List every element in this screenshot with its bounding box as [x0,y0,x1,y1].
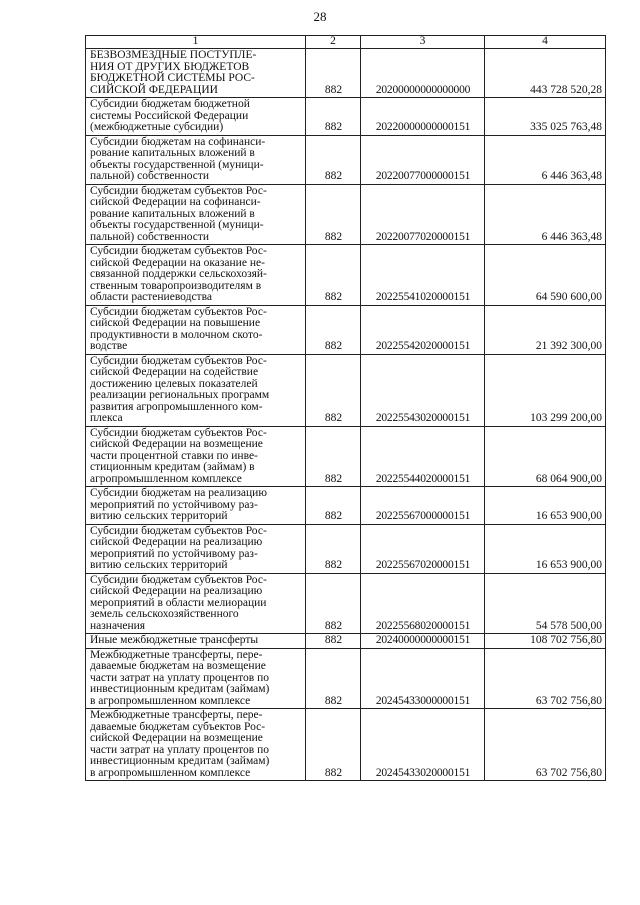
row-amount-cell: 68 064 900,00 [485,426,606,487]
table-row [86,49,606,98]
row-name-cell: Субсидии бюджетам субъектов Рос- сийской Федерации на реализацию мероприятий в области мелиорации земель сельскохозяйственного назначения [86,573,306,634]
row-amount-cell: 335 025 763,48 [485,98,606,136]
row-amount-cell: 63 702 756,80 [485,709,606,781]
row-name-cell: Субсидии бюджетам субъектов Рос- сийской Федерации на оказание не- связанной поддержки сельскохозяй- ственным товаропроизводителям в области растениеводства [86,245,306,306]
row-name-cell: БЕЗВОЗМЕЗДНЫЕ ПОСТУПЛЕ- НИЯ ОТ ДРУГИХ БЮДЖЕТОВ БЮДЖЕТНОЙ СИСТЕМЫ РОС- СИЙСКОЙ ФЕДЕРАЦИИ [86,49,306,98]
header-col-3: 3 [361,36,485,49]
row-admin-code-cell: 882 [306,648,361,709]
row-budget-code-cell: 20225568020000151 [361,573,485,634]
row-budget-code-cell: 20225542020000151 [361,305,485,354]
row-name-cell: Субсидии бюджетам субъектов Рос- сийской Федерации на повышение продуктивности в молочном ското- водстве [86,305,306,354]
row-name-cell: Межбюджетные трансферты, пере- даваемые бюджетам на возмещение части затрат на уплату процентов по инвестиционным кредитам (займам) в агропромышленном комплексе [86,648,306,709]
row-admin-code-cell: 882 [306,135,361,184]
row-admin-code-cell: 882 [306,49,361,98]
row-name-cell: Межбюджетные трансферты, пере- даваемые бюджетам субъектов Рос- сийской Федерации на возмещение части затрат на уплату процентов по инвестиционным кредитам (займам) в агропромышленном комплексе [86,709,306,781]
row-admin-code-cell: 882 [306,98,361,136]
header-col-4: 4 [485,36,606,49]
row-admin-code-cell: 882 [306,573,361,634]
row-admin-code-cell: 882 [306,184,361,245]
row-name-cell: Субсидии бюджетам субъектов Рос- сийской Федерации на реализацию мероприятий по устойчивому раз- витию сельских территорий [86,524,306,573]
row-admin-code-cell: 882 [306,487,361,525]
row-amount-cell: 16 653 900,00 [485,487,606,525]
revenue-table [85,35,606,781]
table-row [86,634,606,649]
row-name-cell: Субсидии бюджетам субъектов Рос- сийской Федерации на возмещение части процентной ставки по инве- стиционным кредитам (займам) в агропромышленном комплексе [86,426,306,487]
table-row [86,709,606,781]
row-budget-code-cell: 20225544020000151 [361,426,485,487]
row-budget-code-cell: 20225541020000151 [361,245,485,306]
row-budget-code-cell: 20225567020000151 [361,524,485,573]
table-row [86,98,606,136]
row-admin-code-cell: 882 [306,634,361,649]
table-row [86,487,606,525]
row-admin-code-cell: 882 [306,524,361,573]
row-amount-cell: 108 702 756,80 [485,634,606,649]
row-budget-code-cell: 20245433020000151 [361,709,485,781]
row-amount-cell: 6 446 363,48 [485,135,606,184]
row-budget-code-cell: 20245433000000151 [361,648,485,709]
table-row [86,524,606,573]
row-amount-cell: 21 392 300,00 [485,305,606,354]
table-row [86,573,606,634]
row-admin-code-cell: 882 [306,426,361,487]
row-admin-code-cell: 882 [306,245,361,306]
row-admin-code-cell: 882 [306,305,361,354]
row-budget-code-cell: 20220077020000151 [361,184,485,245]
row-amount-cell: 103 299 200,00 [485,354,606,426]
table-row [86,354,606,426]
row-budget-code-cell: 20225567000000151 [361,487,485,525]
row-amount-cell: 6 446 363,48 [485,184,606,245]
table-header-row [86,36,606,49]
row-name-cell: Иные межбюджетные трансферты [86,634,306,649]
row-budget-code-cell: 20220000000000151 [361,98,485,136]
table-row [86,305,606,354]
table-row [86,648,606,709]
row-amount-cell: 64 590 600,00 [485,245,606,306]
row-name-cell: Субсидии бюджетам на реализацию мероприятий по устойчивому раз- витию сельских территорий [86,487,306,525]
row-budget-code-cell: 20220077000000151 [361,135,485,184]
row-budget-code-cell: 20200000000000000 [361,49,485,98]
row-budget-code-cell: 20225543020000151 [361,354,485,426]
row-name-cell: Субсидии бюджетам на софинанси- рование капитальных вложений в объекты государственной (муници- пальной) собственности [86,135,306,184]
row-amount-cell: 54 578 500,00 [485,573,606,634]
row-budget-code-cell: 20240000000000151 [361,634,485,649]
header-col-1: 1 [86,36,306,49]
table-row [86,245,606,306]
row-amount-cell: 63 702 756,80 [485,648,606,709]
header-col-2: 2 [306,36,361,49]
row-amount-cell: 443 728 520,28 [485,49,606,98]
table-row [86,426,606,487]
row-name-cell: Субсидии бюджетам субъектов Рос- сийской Федерации на софинанси- рование капитальных вложений в объекты государственной (муници- пальной) собственности [86,184,306,245]
table-row [86,135,606,184]
row-name-cell: Субсидии бюджетам бюджетной системы Российской Федерации (межбюджетные субсидии) [86,98,306,136]
page-number: 28 [313,9,327,24]
row-admin-code-cell: 882 [306,354,361,426]
table-row [86,184,606,245]
row-name-cell: Субсидии бюджетам субъектов Рос- сийской Федерации на содействие достижению целевых показателей реализации региональных программ развития агропромышленного ком- плекса [86,354,306,426]
row-admin-code-cell: 882 [306,709,361,781]
row-amount-cell: 16 653 900,00 [485,524,606,573]
